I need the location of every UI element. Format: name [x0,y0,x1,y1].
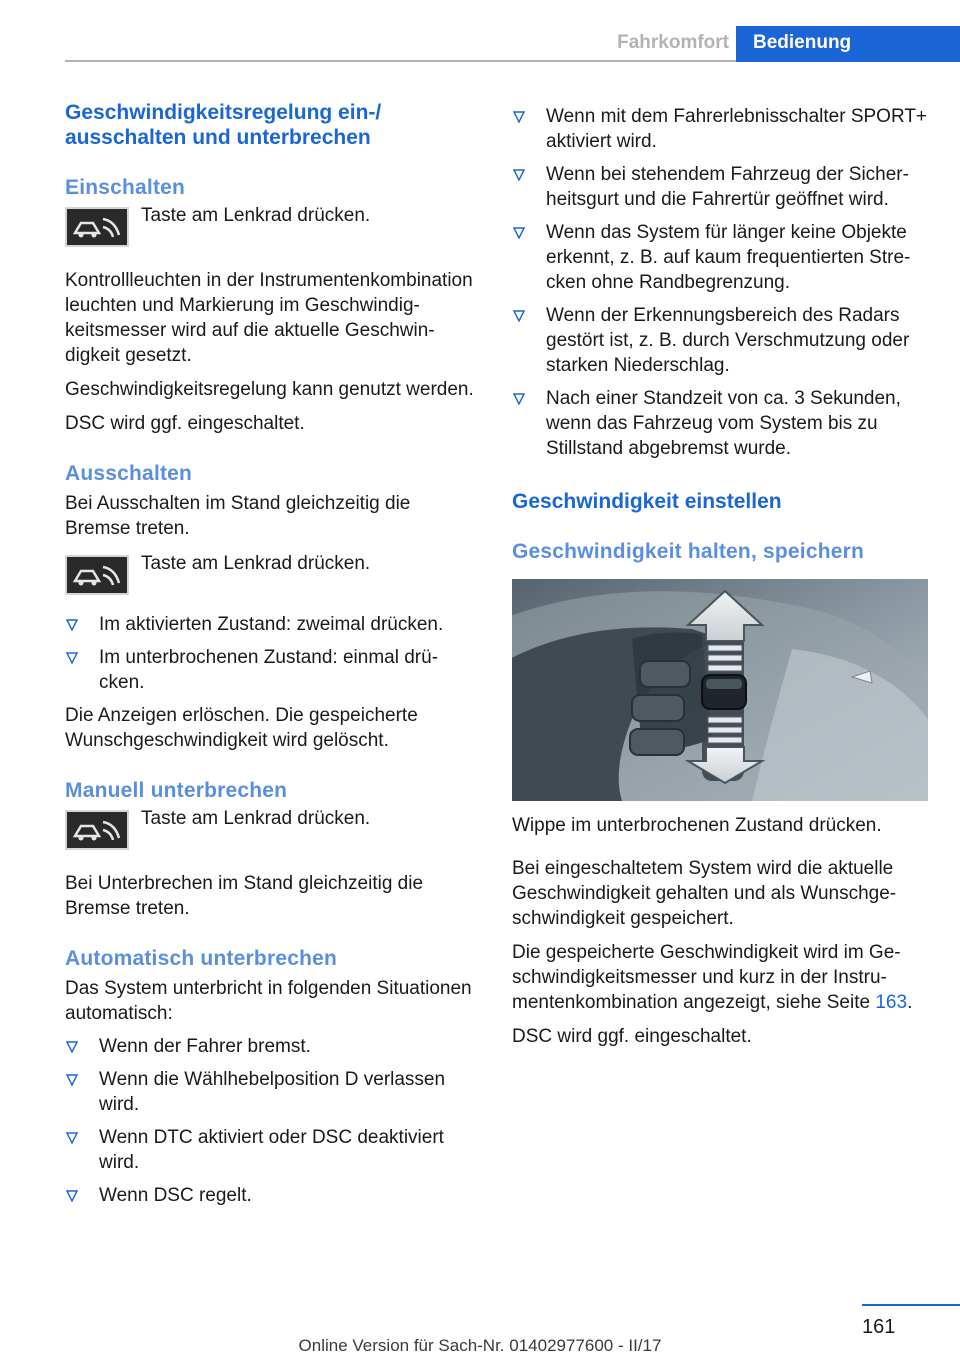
list-item-text: Nach einer Standzeit von ca. 3 Sekunden, wenn das Fahrzeug vom System bis zu Stillstand abgebremst wurde. [546,388,901,459]
paragraph: DSC wird ggf. eingeschaltet. [512,1026,752,1047]
list-item-text: Wenn der Fahrer bremst. [99,1036,311,1057]
triangle-bullet-icon [513,393,525,405]
list-item [65,612,475,637]
subheading-automatisch-unterbrechen: Automatisch unterbrechen [65,947,338,970]
list-item [65,1125,475,1175]
section-heading-toggle: Geschwindigkeitsregelung ein-/ ausschalten und unterbrechen [65,101,382,149]
paragraph-text-end: . [907,992,913,1013]
icon-caption: Taste am Lenkrad drücken. [141,553,371,574]
list-item-text: Wenn mit dem Fahrerlebnisschalter SPORT+ aktiviert wird. [546,106,928,152]
paragraph [512,940,932,1015]
list-item-text: Wenn der Erkennungsbereich des Radars gestört ist, z. B. durch Verschmutzung oder starken Niederschlag. [546,305,910,376]
list-item [512,162,932,212]
triangle-bullet-icon [513,111,525,123]
paragraph: Die Anzeigen erlöschen. Die gespeicherte Wunschgeschwindigkeit wird gelöscht. [65,705,418,751]
list-item [65,1067,475,1117]
header-divider [65,60,736,62]
paragraph: Geschwindigkeitsregelung kann genutzt werden. [65,379,474,400]
cruise-control-button-icon [65,207,129,247]
list-item-text: Wenn bei stehendem Fahrzeug der Sicherheitsgurt und die Fahrertür geöffnet wird. [546,164,909,210]
subheading-einschalten: Einschalten [65,176,186,199]
header-tab-bedienung[interactable]: Bedienung [736,26,960,62]
steering-wheel-illustration [512,579,928,801]
section-heading-speed-setting: Geschwindigkeit einstellen [512,490,782,513]
triangle-bullet-icon [66,1190,78,1202]
triangle-bullet-icon [66,1132,78,1144]
paragraph: Das System unterbricht in folgenden Situationen automatisch: [65,978,472,1024]
icon-row-manuell [65,806,475,852]
icon-row-ausschalten [65,551,475,597]
list-item-text: Wenn DTC aktiviert oder DSC deaktiviert wird. [99,1127,444,1173]
icon-row-einschalten [65,203,475,249]
list-item-text: Im unterbrochenen Zustand: einmal drücken. [99,647,439,693]
paragraph: Bei eingeschaltetem System wird die aktuelle Geschwindigkeit gehalten und als Wunschgeschwindigkeit gespeichert. [512,858,897,929]
subheading-manuell-unterbrechen: Manuell unterbrechen [65,779,288,802]
cruise-control-button-icon [65,555,129,595]
list-item [512,220,932,295]
footer-divider [862,1304,960,1306]
triangle-bullet-icon [66,652,78,664]
header-tab-fahrkomfort[interactable]: Fahrkomfort [617,32,729,53]
page-header [0,26,960,62]
triangle-bullet-icon [66,1074,78,1086]
page-reference-link[interactable]: 163 [875,992,908,1013]
list-item [512,104,932,154]
list-item [512,303,932,378]
list-item [65,1034,475,1059]
list-item [65,645,475,695]
list-item-text: Wenn die Wählhebelposition D verlassen wird. [99,1069,446,1115]
triangle-bullet-icon [513,310,525,322]
icon-caption: Taste am Lenkrad drücken. [141,205,371,226]
online-version-note: Online Version für Sach-Nr. 01402977600 - II/17 [298,1336,662,1355]
triangle-bullet-icon [66,619,78,631]
left-column [65,100,475,1208]
paragraph: Bei Unterbrechen im Stand gleichzeitig die Bremse treten. [65,873,424,919]
right-column [512,104,932,1049]
icon-caption: Taste am Lenkrad drücken. [141,808,371,829]
list-item-text: Wenn das System für länger keine Objekte erkennt, z. B. auf kaum frequentierten Strecken ohne Randbegrenzung. [546,222,911,293]
list-item [512,386,932,461]
paragraph: DSC wird ggf. eingeschaltet. [65,413,305,434]
subheading-halten-speichern: Geschwindigkeit halten, speichern [512,540,865,563]
bullet-list-automatisch [65,1034,475,1208]
page-number: 161 [862,1316,896,1338]
paragraph: Kontrollleuchten in der Instrumentenkombination leuchten und Markierung im Geschwindigkeitsmesser wird auf die aktuelle Geschwindigkeit gesetzt. [65,270,473,366]
bullet-list-ausschalten [65,612,475,695]
steering-wheel-rocker-photo [512,579,928,801]
paragraph-text: Die gespeicherte Geschwindigkeit wird im Geschwindigkeitsmesser und kurz in der Instrumentenkombination angezeigt, siehe Seite [512,942,901,1013]
subheading-ausschalten: Ausschalten [65,462,193,485]
paragraph: Bei Ausschalten im Stand gleichzeitig die Bremse treten. [65,493,411,539]
bullet-list-continued [512,104,932,461]
triangle-bullet-icon [513,227,525,239]
list-item-text: Wenn DSC regelt. [99,1185,252,1206]
triangle-bullet-icon [66,1041,78,1053]
image-caption: Wippe im unterbrochenen Zustand drücken. [512,815,882,836]
triangle-bullet-icon [513,169,525,181]
list-item [65,1183,475,1208]
list-item-text: Im aktivierten Zustand: zweimal drücken. [99,614,444,635]
cruise-control-button-icon [65,810,129,850]
